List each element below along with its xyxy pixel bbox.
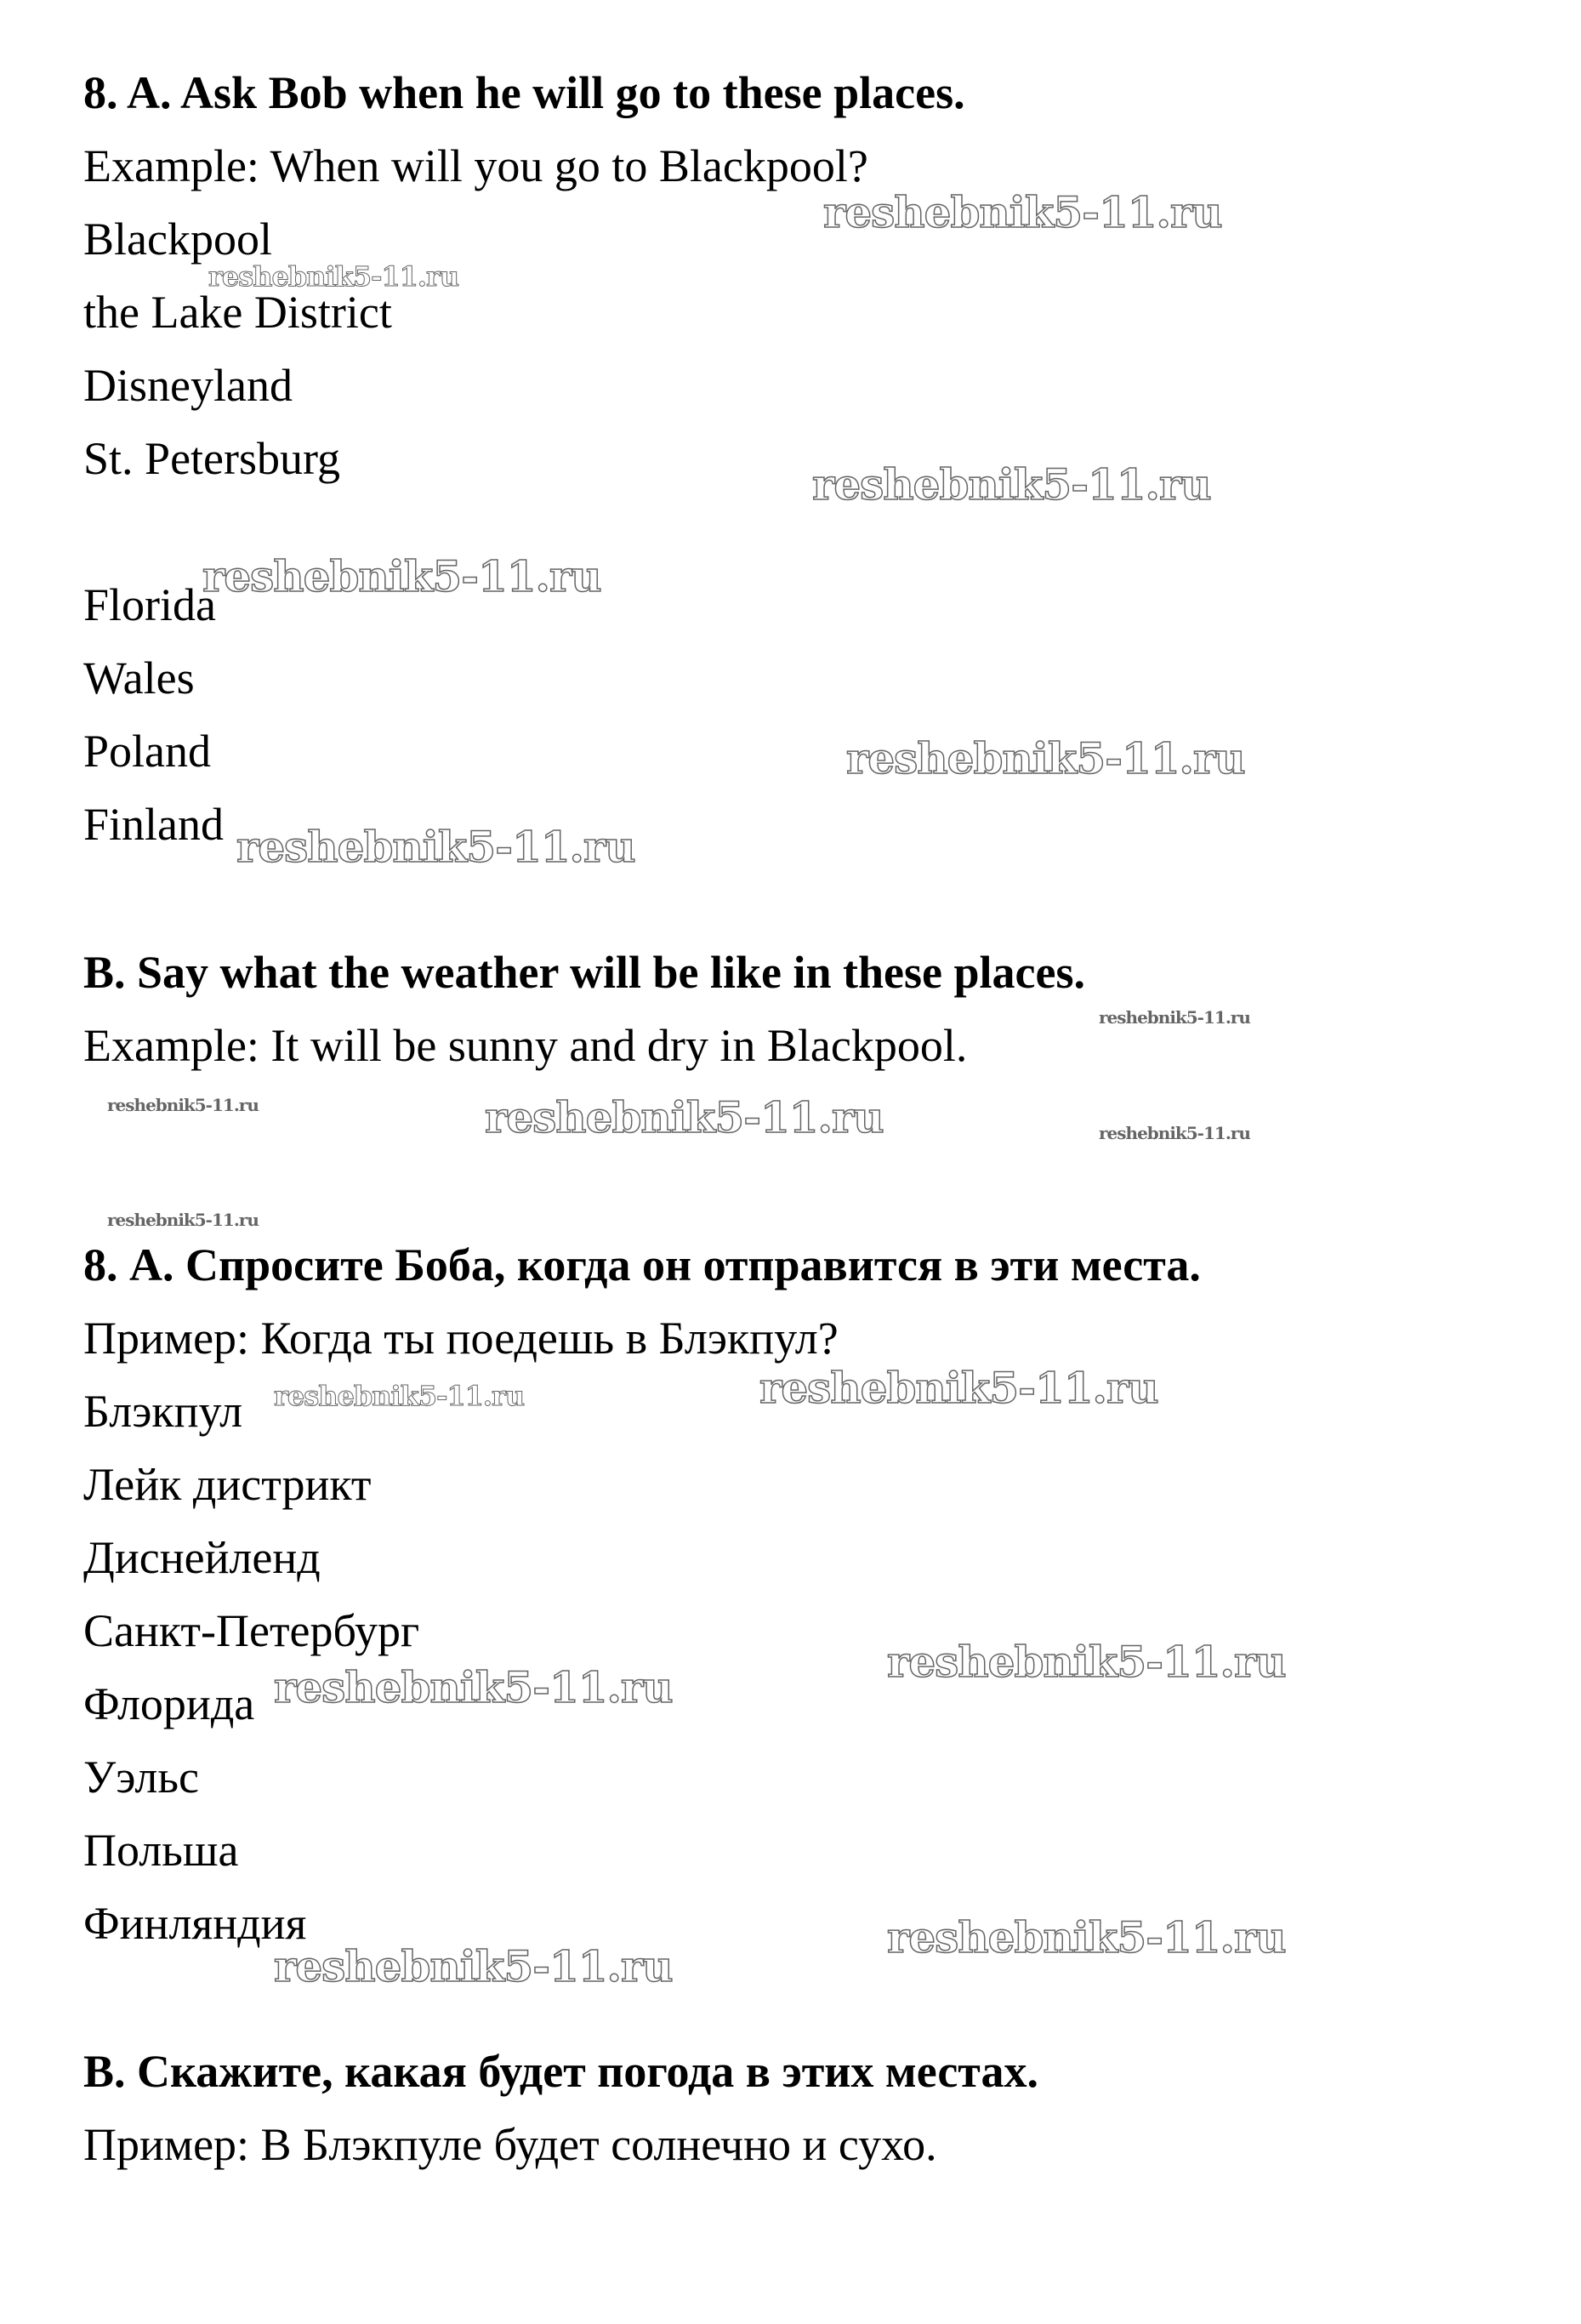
place-ru-2: Лейк дистрикт [83, 1459, 372, 1510]
place-ru-7: Польша [83, 1825, 239, 1876]
place-ru-6: Уэльс [83, 1752, 199, 1803]
example-a-ru: Пример: Когда ты поедешь в Блэкпул? [83, 1313, 839, 1364]
watermark: reshebnik5-11.ru [274, 1941, 673, 1991]
watermark: reshebnik5-11.ru [887, 1912, 1286, 1962]
place-en-2: the Lake District [83, 287, 392, 338]
watermark: reshebnik5-11.ru [1099, 1123, 1250, 1143]
place-ru-1: Блэкпул [83, 1386, 243, 1437]
place-ru-5: Флорида [83, 1678, 255, 1729]
place-en-4: St. Petersburg [83, 433, 341, 484]
watermark: reshebnik5-11.ru [274, 1380, 525, 1412]
example-b-en: Example: It will be sunny and dry in Blackpool. [83, 1020, 968, 1071]
place-ru-4: Санкт-Петербург [83, 1605, 420, 1656]
watermark: reshebnik5-11.ru [202, 551, 601, 601]
heading-a-en: 8. A. Ask Bob when he will go to these places. [83, 67, 965, 118]
place-en-6: Wales [83, 652, 195, 703]
heading-b-en: B. Say what the weather will be like in these places. [83, 947, 1085, 998]
watermark: reshebnik5-11.ru [759, 1363, 1158, 1413]
place-en-7: Poland [83, 726, 212, 777]
watermark: reshebnik5-11.ru [1099, 1007, 1250, 1028]
watermark: reshebnik5-11.ru [485, 1092, 884, 1142]
heading-b-ru: В. Скажите, какая будет погода в этих местах. [83, 2046, 1038, 2097]
place-ru-3: Диснейленд [83, 1532, 321, 1583]
watermark: reshebnik5-11.ru [887, 1637, 1286, 1687]
watermark: reshebnik5-11.ru [107, 1095, 259, 1115]
watermark: reshebnik5-11.ru [274, 1662, 673, 1712]
watermark: reshebnik5-11.ru [823, 187, 1222, 237]
watermark: reshebnik5-11.ru [236, 822, 635, 872]
watermark: reshebnik5-11.ru [846, 733, 1245, 783]
example-b-ru: Пример: В Блэкпуле будет солнечно и сухо. [83, 2119, 937, 2170]
watermark: reshebnik5-11.ru [107, 1210, 259, 1230]
place-en-5: Florida [83, 579, 216, 630]
watermark: reshebnik5-11.ru [208, 260, 459, 293]
heading-a-ru: 8. А. Спросите Боба, когда он отправится в эти места. [83, 1239, 1201, 1290]
place-en-1: Blackpool [83, 214, 272, 265]
place-en-8: Finland [83, 799, 225, 850]
example-a-en: Example: When will you go to Blackpool? [83, 140, 868, 191]
watermark: reshebnik5-11.ru [812, 459, 1211, 510]
place-en-3: Disneyland [83, 360, 293, 411]
place-ru-8: Финляндия [83, 1898, 307, 1949]
